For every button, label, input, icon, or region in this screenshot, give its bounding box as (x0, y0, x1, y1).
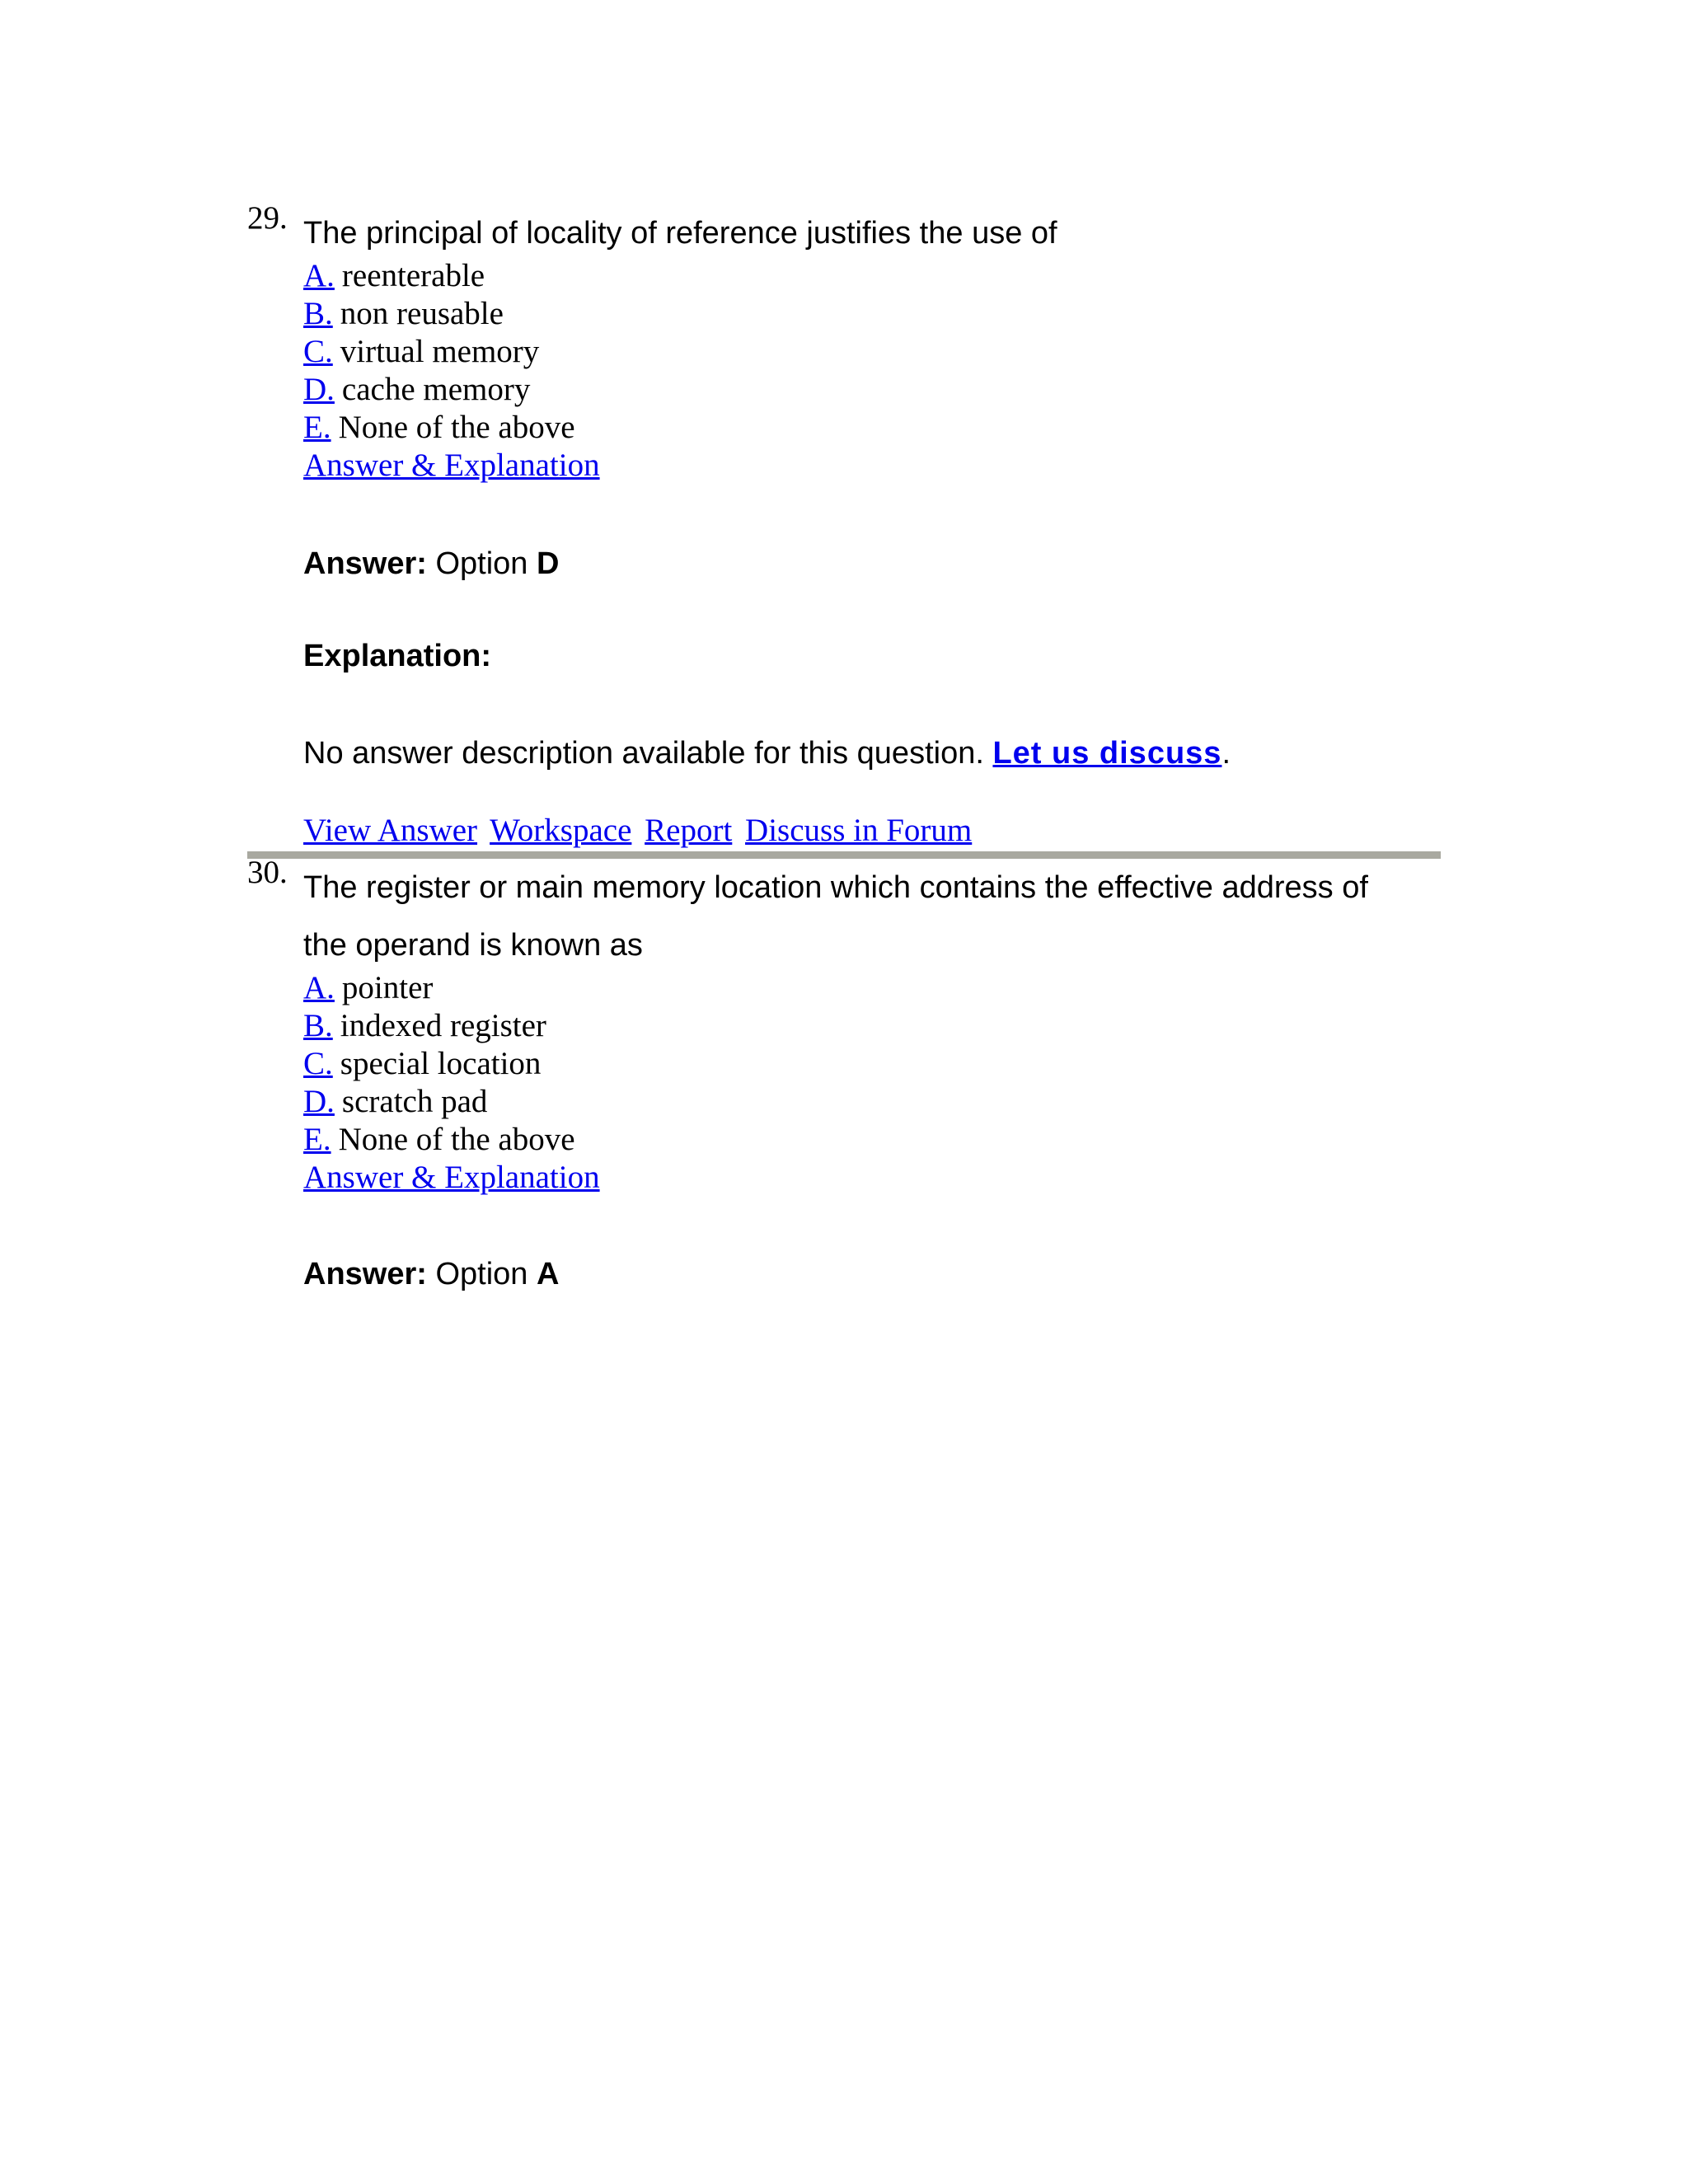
option-text: indexed register (340, 1008, 546, 1043)
option-a-link[interactable]: A. (303, 970, 335, 1005)
option-e-link[interactable]: E. (303, 410, 331, 445)
discuss-in-forum-link[interactable]: Discuss in Forum (745, 813, 973, 848)
answer-explanation-row (303, 447, 1441, 485)
explanation-heading: Explanation: (303, 639, 492, 673)
answer-option-word: Option (435, 1257, 528, 1291)
answer-explanation-row (303, 1159, 1441, 1197)
option-text: None of the above (338, 410, 575, 445)
view-answer-link[interactable]: View Answer (303, 813, 478, 848)
option-c-link[interactable]: C. (303, 334, 333, 369)
option-c-link[interactable]: C. (303, 1046, 333, 1081)
option-row (303, 1045, 1441, 1083)
option-text: scratch pad (341, 1084, 488, 1119)
sentence-period: . (1221, 736, 1231, 771)
option-text: reenterable (341, 258, 485, 293)
option-row (303, 409, 1441, 447)
option-row (303, 257, 1441, 295)
options-list (303, 969, 1441, 1197)
answer-line (303, 1255, 1441, 1293)
answer-explanation-link[interactable]: Answer & Explanation (303, 1160, 600, 1195)
option-text: virtual memory (340, 334, 540, 369)
option-b-link[interactable]: B. (303, 296, 333, 331)
question-block-30 (247, 855, 1441, 1293)
question-number: 30. (247, 855, 288, 890)
question-footer-links (303, 812, 1441, 850)
option-row (303, 1007, 1441, 1045)
answer-explanation-link[interactable]: Answer & Explanation (303, 448, 600, 483)
option-e-link[interactable]: E. (303, 1122, 331, 1157)
no-answer-line (303, 734, 1441, 772)
option-row (303, 371, 1441, 409)
option-text: pointer (341, 970, 434, 1005)
let-us-discuss-link[interactable]: Let us discuss (992, 736, 1222, 771)
question-text (303, 204, 1441, 262)
question-text-line: the operand is known as (303, 928, 643, 963)
question-block-29 (247, 200, 1441, 850)
questions-list (247, 0, 1441, 1293)
option-row (303, 969, 1441, 1007)
question-text-line: The register or main memory location which contains the effective address of (303, 870, 1368, 905)
options-list (303, 257, 1441, 485)
answer-letter: A (537, 1257, 560, 1291)
report-link[interactable]: Report (645, 813, 733, 848)
question-text (303, 859, 1441, 974)
option-d-link[interactable]: D. (303, 1084, 335, 1119)
no-answer-text: No answer description available for this question. (303, 736, 984, 771)
answer-label: Answer: (303, 546, 427, 581)
answer-option-word: Option (435, 546, 528, 581)
question-divider (247, 851, 1441, 859)
question-text-line: The principal of locality of reference justifies the use of (303, 216, 1057, 251)
option-row (303, 295, 1441, 333)
answer-letter: D (537, 546, 560, 581)
option-d-link[interactable]: D. (303, 372, 335, 407)
option-text: special location (340, 1046, 542, 1081)
answer-line (303, 545, 1441, 583)
question-number: 29. (247, 200, 288, 236)
answer-label: Answer: (303, 1257, 427, 1291)
option-b-link[interactable]: B. (303, 1008, 333, 1043)
option-text: None of the above (338, 1122, 575, 1157)
workspace-link[interactable]: Workspace (490, 813, 632, 848)
option-text: cache memory (341, 372, 531, 407)
option-row (303, 1121, 1441, 1159)
option-a-link[interactable]: A. (303, 258, 335, 293)
option-row (303, 333, 1441, 371)
option-row (303, 1083, 1441, 1121)
option-text: non reusable (340, 296, 504, 331)
